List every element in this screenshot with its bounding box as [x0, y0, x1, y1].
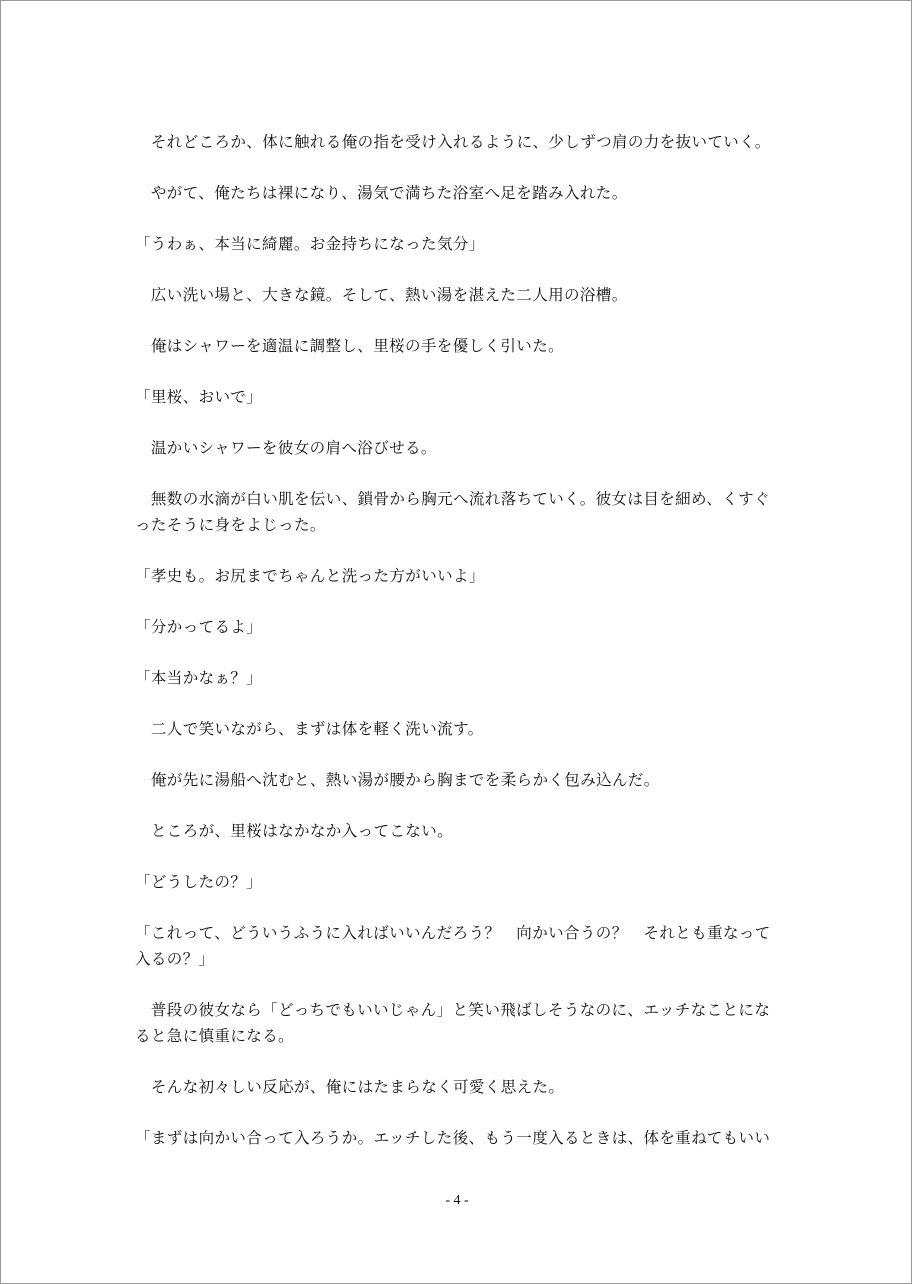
paragraph: 「里桜、おいで」	[135, 388, 263, 406]
paragraph: そんな初々しい反応が、俺にはたまらなく可愛く思えた。	[135, 1078, 565, 1096]
paragraph: 「孝史も。お尻までちゃんと洗った方がいいよ」	[135, 567, 485, 585]
paragraph: ところが、里桜はなかなか入ってこない。	[135, 822, 454, 840]
paragraph: 俺はシャワーを適温に調整し、里桜の手を優しく引いた。	[135, 337, 564, 355]
paragraph: 「まずは向かい合って入ろうか。エッチした後、もう一度入るときは、体を重ねてもいい	[135, 1129, 771, 1147]
paragraph: 普段の彼女なら「どっちでもいいじゃん」と笑い飛ばしそうなのに、エッチなことになると急に慎重になる。	[135, 1001, 771, 1045]
paragraph: 「どうしたの？」	[135, 873, 263, 891]
paragraph: 「うわぁ、本当に綺麗。お金持ちになった気分」	[135, 235, 485, 253]
paragraph: 温かいシャワーを彼女の肩へ浴びせる。	[135, 439, 437, 457]
paragraph: 「分かってるよ」	[135, 618, 263, 636]
paragraph: 二人で笑いながら、まずは体を軽く洗い流す。	[135, 720, 484, 738]
paragraph: 「本当かなぁ？」	[135, 669, 263, 687]
page-number: - 4 -	[445, 1193, 469, 1208]
paragraph: 俺が先に湯船へ沈むと、熱い湯が腰から胸までを柔らかく包み込んだ。	[135, 771, 660, 789]
paragraph: やがて、俺たちは裸になり、湯気で満ちた浴室へ足を踏み入れた。	[135, 184, 628, 202]
paragraph: 無数の水滴が白い肌を伝い、鎖骨から胸元へ流れ落ちていく。彼女は目を細め、くすぐったそうに身をよじった。	[135, 490, 770, 534]
paragraph: 広い洗い場と、大きな鏡。そして、熱い湯を湛えた二人用の浴槽。	[135, 286, 628, 304]
paragraph: 「これって、どういうふうに入ればいいんだろう？ 向かい合うの？ それとも重なって入るの？」	[135, 924, 771, 968]
paragraph: それどころか、体に触れる俺の指を受け入れるように、少しずつ肩の力を抜いていく。	[135, 133, 771, 151]
